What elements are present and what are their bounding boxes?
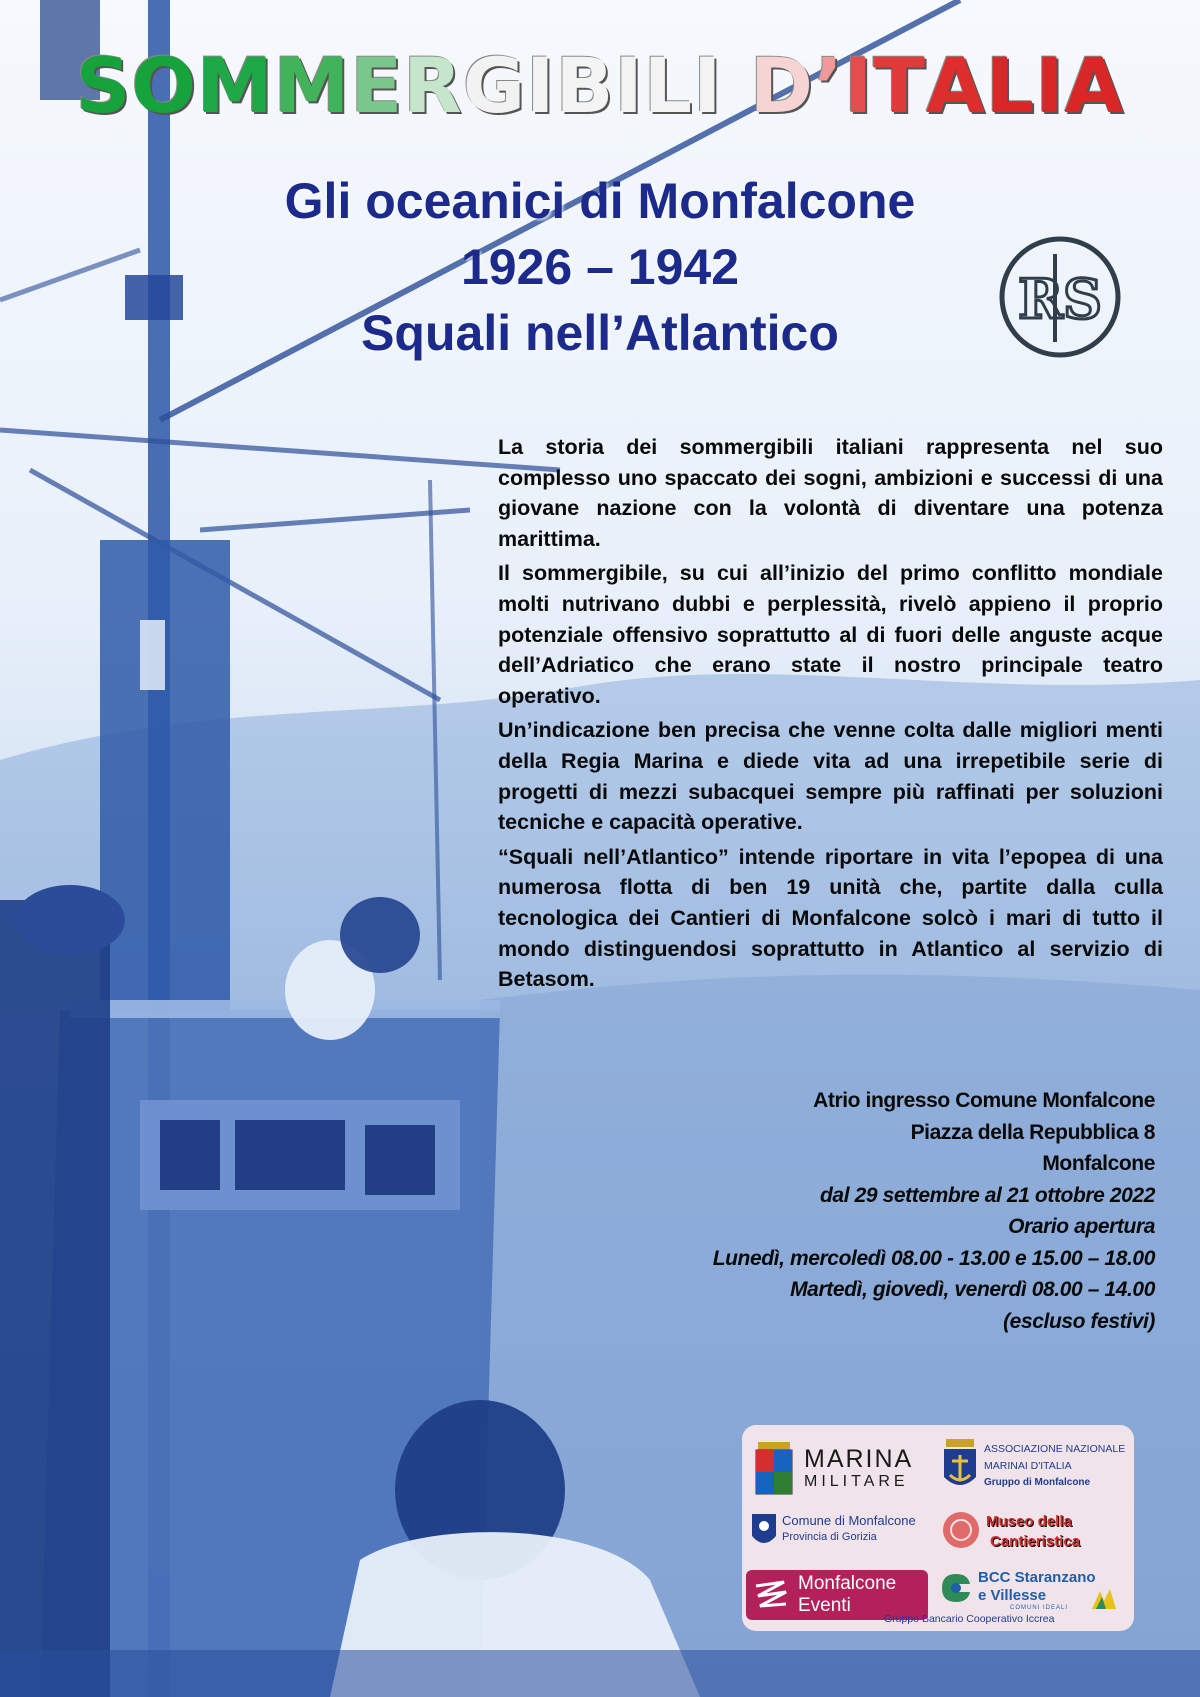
title-letter: I bbox=[614, 41, 644, 130]
title-letter: R bbox=[403, 41, 463, 130]
title-letter: A bbox=[1064, 41, 1125, 130]
event-info bbox=[560, 1085, 1155, 1337]
title-letter: D bbox=[749, 41, 814, 130]
bcc-label-1: BCC Staranzano bbox=[978, 1569, 1096, 1586]
event-hours-1: Lunedì, mercoledì 08.00 - 13.00 e 15.00 – 18.00 bbox=[712, 1246, 1155, 1270]
title-letter: I bbox=[1035, 41, 1065, 130]
title-letter bbox=[722, 48, 749, 124]
bcc-label-3: COMUNI IDEALI bbox=[1010, 1605, 1069, 1611]
subtitle bbox=[170, 168, 1030, 366]
museo-label-2: Cantieristica bbox=[990, 1533, 1081, 1550]
title-letter: L bbox=[643, 41, 694, 130]
sponsor-logos bbox=[742, 1425, 1134, 1631]
anmi-label-1: ASSOCIAZIONE NAZIONALE bbox=[984, 1443, 1126, 1455]
paragraph-4: “Squali nell’Atlantico” intende riportare in vita l’epopea di una numerosa flotta di ben 19 unità che, partite dalla culla tecnologica dei Cantieri di Monfalcone solcò i mari di tutto il mondo distinguendosi soprattutto in Atlantico al servizio di Betasom. bbox=[498, 844, 1163, 992]
bcc-label-4: Gruppo Bancario Cooperativo Iccrea bbox=[884, 1613, 1055, 1625]
subtitle-line-2: 1926 – 1942 bbox=[460, 239, 740, 295]
eventi-label-2: Eventi bbox=[798, 1595, 851, 1616]
title-letter: A bbox=[925, 41, 986, 130]
subtitle-line-1: Gli oceanici di Monfalcone bbox=[284, 173, 916, 229]
title-letter: T bbox=[873, 41, 926, 130]
title-letter: G bbox=[462, 41, 527, 130]
bcc-leaf-icon bbox=[938, 1570, 974, 1606]
marina-label-1: MARINA bbox=[804, 1445, 914, 1473]
event-hours-label: Orario apertura bbox=[1008, 1215, 1155, 1238]
marina-label-2: MILITARE bbox=[804, 1473, 909, 1490]
title-letter: I bbox=[526, 41, 556, 130]
anmi-label-2: MARINAI D'ITALIA bbox=[984, 1460, 1072, 1472]
museo-badge-icon bbox=[942, 1511, 980, 1549]
comune-crest-icon bbox=[750, 1510, 778, 1550]
title-letter: M bbox=[197, 41, 274, 130]
title-letter: S bbox=[75, 41, 132, 130]
event-address: Piazza della Repubblica 8 bbox=[910, 1120, 1155, 1144]
eventi-label-1: Monfalcone bbox=[798, 1573, 897, 1594]
paragraph-1: La storia dei sommergibili italiani rappresenta nel suo complesso uno spaccato dei sogni, ambizioni e successi di una giovane nazione con la volontà di diventare una potenza marittima. bbox=[498, 435, 1163, 551]
title-letter: B bbox=[555, 41, 615, 130]
title-letter: M bbox=[273, 41, 351, 130]
rsb-monogram-seal-icon bbox=[995, 232, 1125, 362]
marina-militare-crest-icon bbox=[752, 1440, 796, 1498]
main-title bbox=[0, 41, 1200, 130]
event-dates: dal 29 settembre al 21 ottobre 2022 bbox=[820, 1183, 1155, 1207]
paragraph-3: Un’indicazione ben precisa che venne colta dalle migliori menti della Regia Marina e diede vita ad una irrepetibile serie di progetti di mezzi subacquei sempre più raffinati per soluzioni tecniche e capacità operative. bbox=[498, 718, 1163, 835]
comune-label-2: Provincia di Gorizia bbox=[782, 1531, 877, 1543]
bcc-label-2: e Villesse bbox=[978, 1587, 1047, 1604]
title-letter: I bbox=[843, 41, 874, 130]
comune-label-1: Comune di Monfalcone bbox=[782, 1513, 916, 1528]
paragraph-2: Il sommergibile, su cui all’inizio del primo conflitto mondiale molti nutrivano dubbi e perplessità, rivelò appieno il proprio potenziale offensivo soprattutto al di fuori delle anguste acque dell’Adriatico che erano state il nostro principale teatro operativo. bbox=[498, 561, 1163, 708]
museo-label-1: Museo della bbox=[986, 1513, 1072, 1530]
event-city: Monfalcone bbox=[1042, 1152, 1155, 1175]
bcc-hand-icon bbox=[1090, 1587, 1118, 1611]
title-letter: E bbox=[350, 41, 404, 130]
title-letter: I bbox=[693, 41, 723, 130]
event-venue: Atrio ingresso Comune Monfalcone bbox=[813, 1089, 1155, 1112]
description bbox=[498, 432, 1163, 999]
monfalcone-eventi-icon bbox=[754, 1578, 788, 1612]
title-letter: ’ bbox=[813, 41, 844, 130]
svg-text:RS: RS bbox=[1018, 267, 1102, 331]
event-note: (escluso festivi) bbox=[1003, 1309, 1155, 1333]
subtitle-line-3: Squali nell’Atlantico bbox=[361, 305, 839, 361]
event-hours-2: Martedì, giovedì, venerdì 08.00 – 14.00 bbox=[790, 1278, 1155, 1301]
title-letter: O bbox=[131, 41, 198, 130]
anchor-crest-icon bbox=[942, 1437, 978, 1495]
title-letter: L bbox=[985, 41, 1036, 130]
anmi-label-3: Gruppo di Monfalcone bbox=[984, 1477, 1091, 1488]
